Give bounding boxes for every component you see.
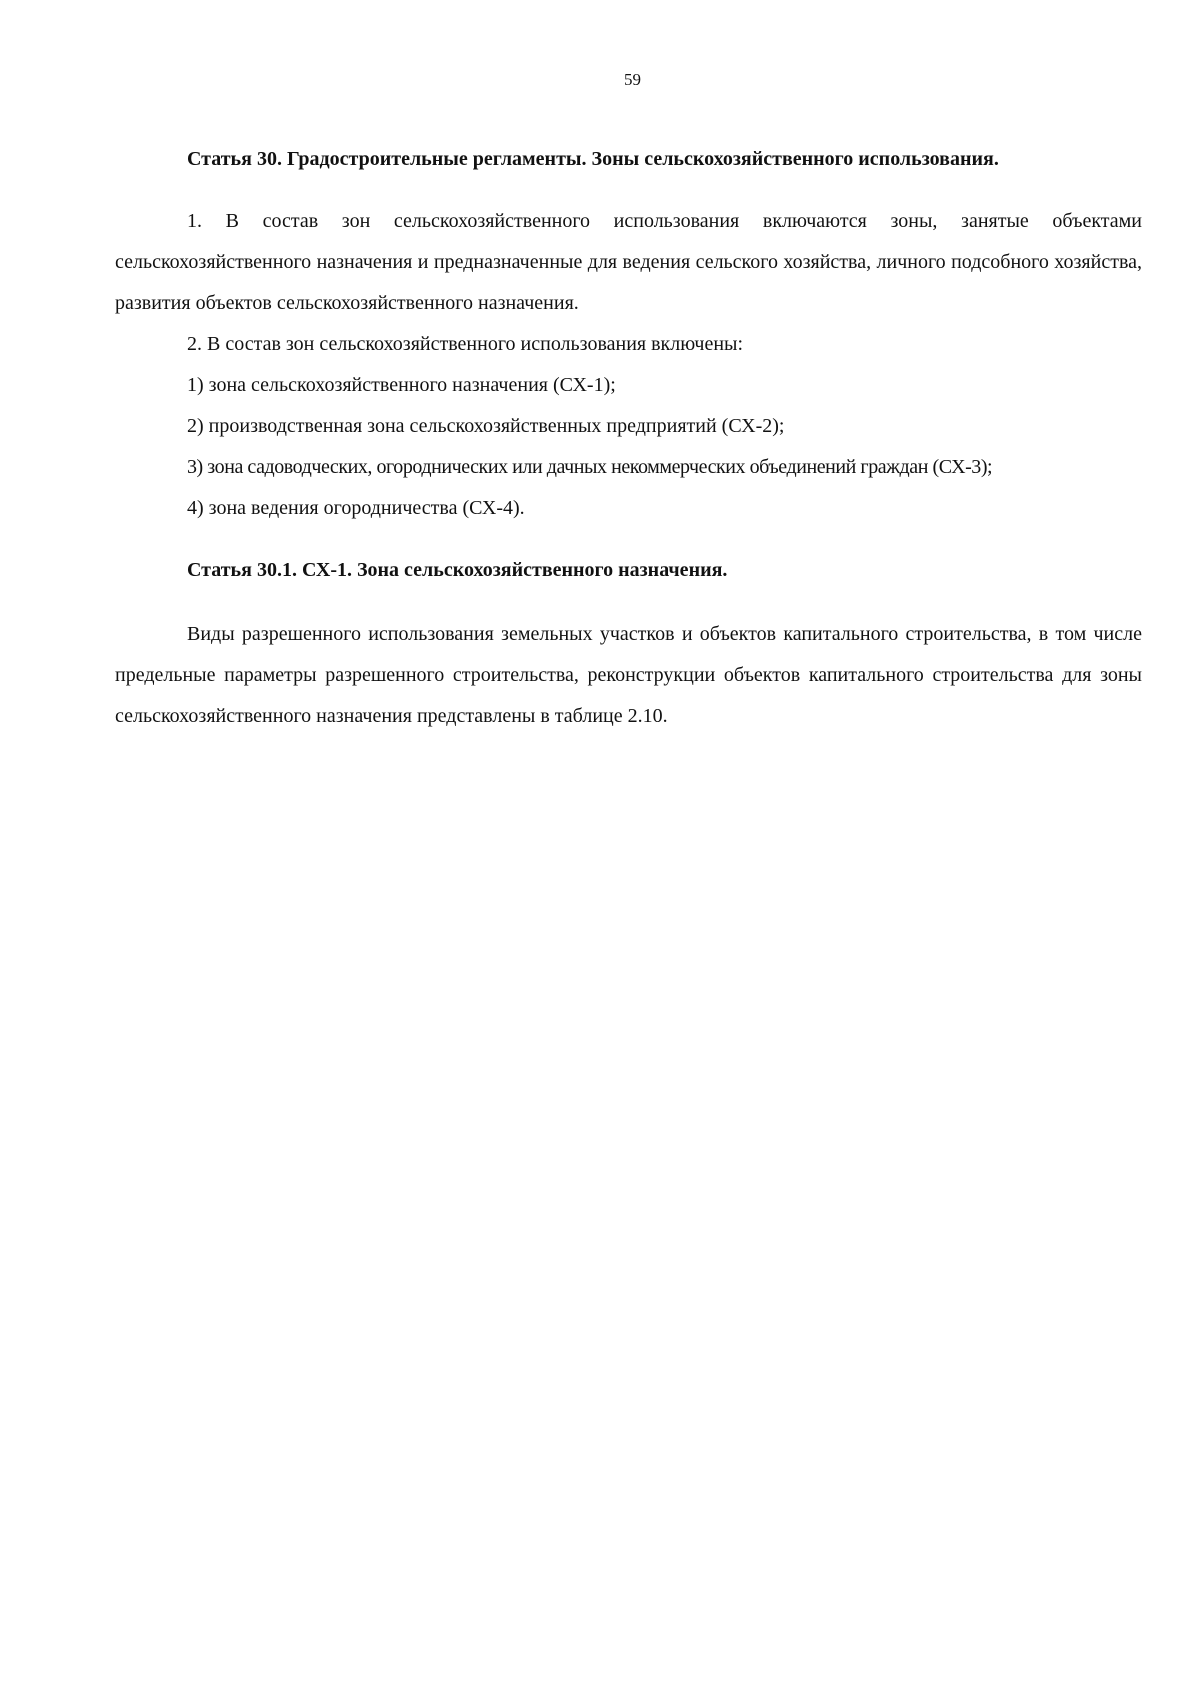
page-number: 59 [624,70,641,89]
zone-list-item-1: 1) зона сельскохозяйственного назначения (СХ-1); [187,374,616,396]
article-30-paragraph-2: 2. В состав зон сельскохозяйственного использования включены: [187,333,744,355]
zone-list-item-4: 4) зона ведения огородничества (СХ-4). [187,497,525,519]
article-30-1-heading: Статья 30.1. СХ-1. Зона сельскохозяйственного назначения. [187,559,728,581]
article-30-paragraph-1: 1. В состав зон сельскохозяйственного использования включаются зоны, занятые объектами сельскохозяйственного назначения и предназначенные для ведения сельского хозяйства, личного подсобного хозяйства, развития объектов сельскохозяйственного назначения. [115,210,1142,314]
zone-list-item-3: 3) зона садоводческих, огороднических или дачных некоммерческих объединений граждан (СХ-3); [187,456,993,478]
article-30-heading: Статья 30. Градостроительные регламенты. Зоны сельскохозяйственного использования. [187,148,999,170]
zone-list-item-2: 2) производственная зона сельскохозяйственных предприятий (СХ-2); [187,415,785,437]
article-30-1-paragraph: Виды разрешенного использования земельных участков и объектов капитального строительства, в том числе предельные параметры разрешенного строительства, реконструкции объектов капитального строительства для зоны сельскохозяйственного назначения представлены в таблице 2.10. [115,623,1142,727]
page-content [115,138,1142,737]
